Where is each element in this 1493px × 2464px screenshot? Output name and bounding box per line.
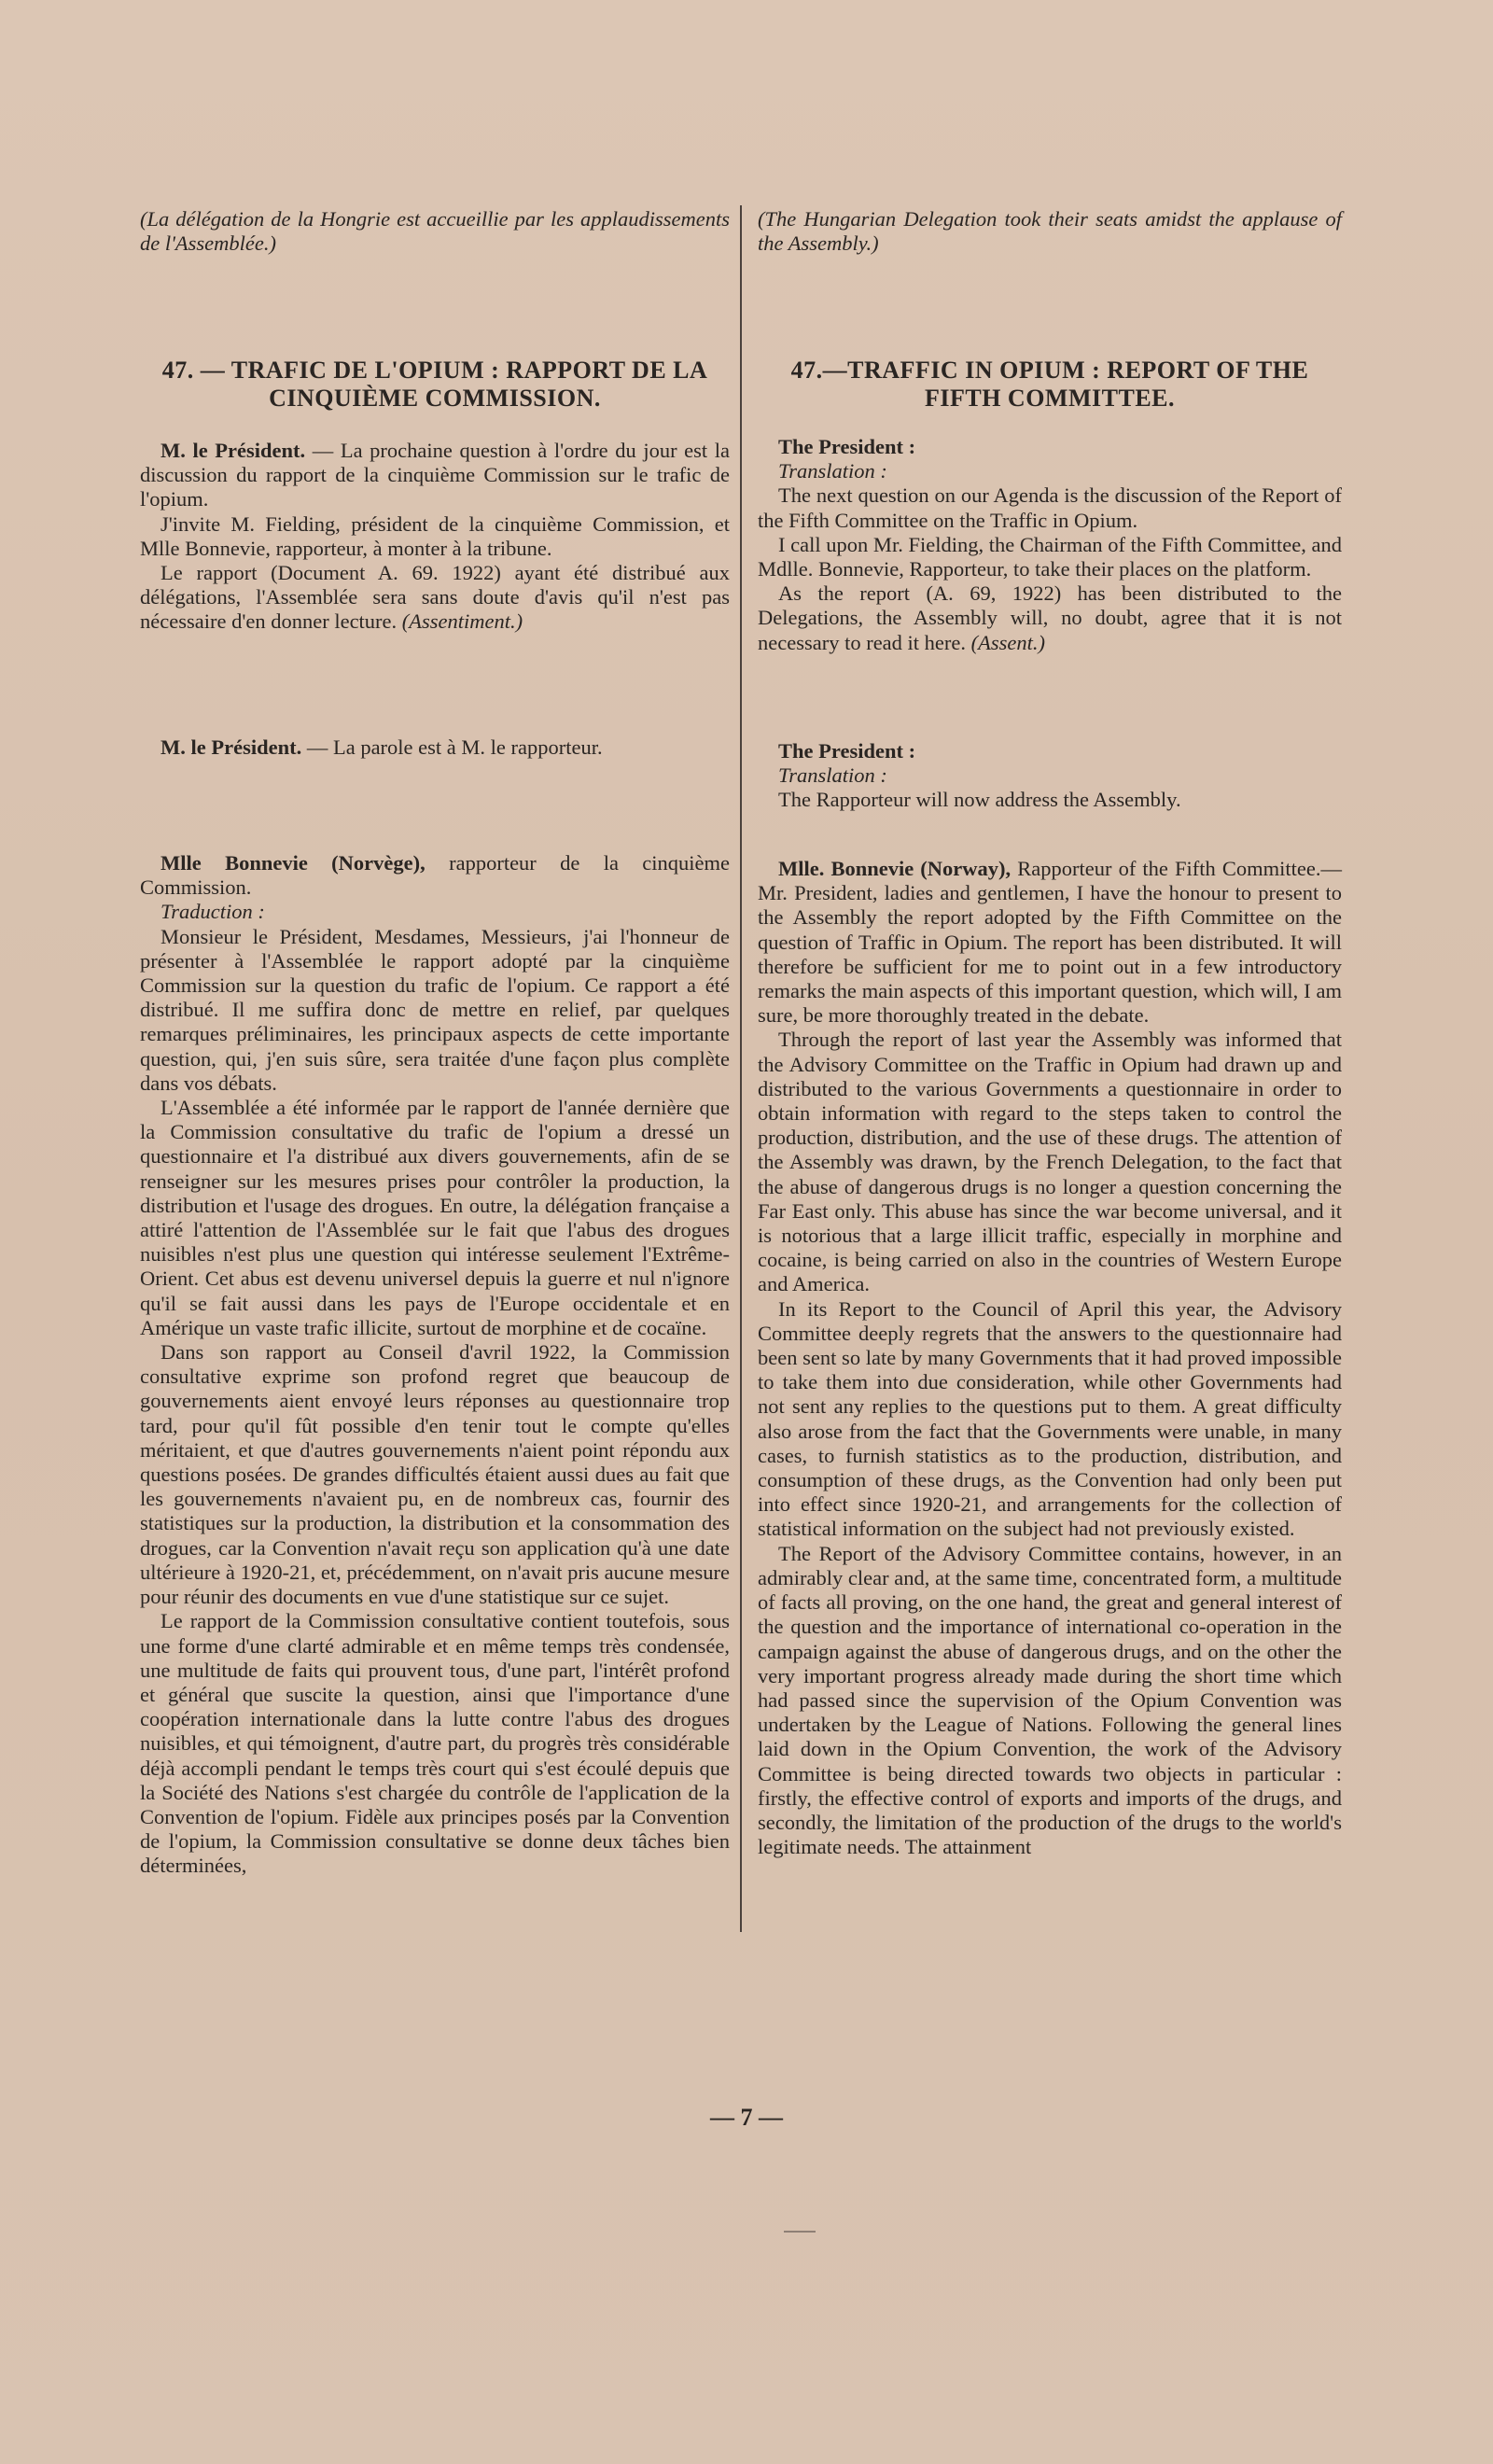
- fr-applause-text: (La délégation de la Hongrie est accueillie par les applaudissements de l'Assemblée.): [140, 207, 730, 256]
- en-assent: (Assent.): [970, 630, 1045, 654]
- fr-heading-text: 47. — TRAFIC DE L'OPIUM : RAPPORT DE LA CINQUIÈME COMMISSION.: [161, 357, 708, 412]
- fr-text: — La parole est à M. le rapporteur.: [301, 735, 603, 759]
- en-text: Rapporteur of the Fifth Committee.—Mr. President, ladies and gentlemen, I have the honour to present to the Assembly the report adopted by the Fifth Committee on the question of Traffic in Opium. The report has been distributed. It will therefore be sufficient for me to point out in a few introductory remarks the main aspects of this important question, which will, I am sure, be more thoroughly treated in the debate.: [758, 857, 1342, 1028]
- page-number: — 7 —: [710, 2104, 783, 2131]
- fr-paragraph: Le rapport de la Commission consultative contient toutefois, sous une forme d'une clarté admirable et en même temps très condensée, une multitude de faits qui prouvent tous, d'une part, l'intérêt profond et général que suscite la question, ainsi que l'importance d'une coopération internationale dans la lutte contre l'abus des drogues nuisibles, et qui témoignent, d'autre part, du progrès très considérable déjà accompli pendant le temps très court qui s'est écoulé depuis que la Société des Nations s'est chargée du contrôle de l'application de la Convention de l'opium. Fidèle aux principes posés par la Convention de l'opium, la Commission consultative se donne deux tâches bien déterminées,: [140, 1609, 730, 1878]
- en-president-2: [758, 739, 1342, 813]
- en-paragraph: Through the report of last year the Assembly was informed that the Advisory Committee on the Traffic in Opium had drawn up and distributed to the various Governments a questionnaire in order to obtain information with regard to the steps taken to control the production, distribution, and the use of these drugs. The attention of the Assembly was drawn, by the French Delegation, to the fact that the abuse of dangerous drugs is no longer a question concerning the Far East only. This abuse has since the war become universal, and it is notorious that a large illicit traffic, especially in morphine and cocaine, is being carried on also in the countries of Western Europe and America.: [758, 1028, 1342, 1296]
- fr-text: — La prochaine question à l'ordre du jour est la discussion du rapport de la cinquième Commission sur le trafic de l'opium.: [140, 439, 730, 511]
- fr-speaker: M. le Président.: [160, 439, 306, 462]
- en-heading-text: 47.—TRAFFIC IN OPIUM : REPORT OF THE FIFTH COMMITTEE.: [790, 357, 1309, 412]
- column-divider: [740, 205, 742, 1932]
- en-applause-text: (The Hungarian Delegation took their seats amidst the applause of the Assembly.): [758, 207, 1342, 256]
- fr-text: Le rapport (Document A. 69. 1922) ayant été distribué aux délégations, l'Assemblée sera sans doute d'avis qu'il n'est pas nécessaire d'en donner lecture.: [140, 561, 730, 634]
- en-rapporteur-speech: [758, 857, 1342, 1859]
- en-paragraph: [758, 581, 1342, 655]
- fr-text: rapporteur de la cinquième Commission.: [140, 851, 731, 900]
- en-paragraph: I call upon Mr. Fielding, the Chairman of the Fifth Committee, and Mdlle. Bonnevie, Rapporteur, to take their places on the platform.: [758, 532, 1342, 581]
- fr-paragraph: Monsieur le Président, Mesdames, Messieurs, j'ai l'honneur de présenter à l'Assemblée le rapport adopté par la cinquième Commission sur la question du trafic de l'opium. Ce rapport a été distribué. Il me suffira donc de mettre en relief, par quelques remarques préliminaires, les principaux aspects de cette importante question, qui, j'en suis sûre, sera traitée d'une façon plus complète dans vos débats.: [140, 924, 730, 1095]
- en-translation-label: Translation :: [778, 763, 887, 788]
- en-translation-label: Translation :: [778, 459, 887, 483]
- en-text: As the report (A. 69, 1922) has been distributed to the Delegations, the Assembly will, no doubt, agree that it is not necessary to read it here.: [758, 581, 1342, 654]
- fr-section-heading: [140, 357, 730, 413]
- fr-paragraph: [140, 735, 730, 760]
- en-paragraph: The Report of the Advisory Committee contains, however, in an admirably clear and, at the same time, concentrated form, a multitude of facts all proving, on the one hand, the great and general interest of the question and the importance of international co-operation in the campaign against the abuse of dangerous drugs, and on the other the very important progress already made during the short time which had passed since the supervision of the Opium Convention was undertaken by the League of Nations. Following the general lines laid down in the Opium Convention, the work of the Advisory Committee is being directed towards two objects in particular : firstly, the effective control of exports and imports of the drugs, and secondly, the limitation of the production of the drugs to the world's legitimate needs. The attainment: [758, 1541, 1342, 1859]
- fr-president-2: [140, 735, 730, 760]
- fr-intro: [140, 439, 730, 635]
- en-intro: [758, 435, 1342, 655]
- fr-paragraph: J'invite M. Fielding, président de la cinquième Commission, et Mlle Bonnevie, rapporteur, à monter à la tribune.: [140, 511, 730, 560]
- en-paragraph: [758, 857, 1342, 1028]
- fr-rapporteur-speech: [140, 851, 730, 1879]
- fr-paragraph: [140, 561, 730, 635]
- fr-assent: (Assentiment.): [401, 609, 523, 634]
- fr-paragraph: Dans son rapport au Conseil d'avril 1922, la Commission consultative exprime son profond regret que beaucoup de gouvernements aient envoyé leurs réponses au questionnaire trop tard, pour qu'il fût possible d'en tenir tout le compte qu'elles méritaient, et que d'autres gouvernements n'aient point répondu aux questions posées. De grandes difficultés étaient aussi dues au fait que les gouvernements n'avaient pu, en de nombreux cas, fournir des statistiques sur la production, la distribution et la consommation des drogues, car la Convention n'avait reçu son application qu'à une date ultérieure à 1920-21, et, précédemment, on n'avait pris aucune mesure pour réunir des documents en vue d'une statistique sur ce sujet.: [140, 1340, 730, 1609]
- fr-president-para: [140, 439, 730, 512]
- en-speaker: Mlle. Bonnevie (Norway),: [778, 857, 1012, 880]
- en-applause: [758, 207, 1342, 256]
- fr-speaker: Mlle Bonnevie (Norvège),: [160, 851, 426, 875]
- decorative-mark: [784, 2231, 816, 2233]
- fr-paragraph: L'Assemblée a été informée par le rapport de l'année dernière que la Commission consultative du trafic de l'opium a dressé un questionnaire et l'a distribué aux divers gouvernements, afin de se renseigner sur les mesures prises pour contrôler la production, la distribution et l'usage des drogues. En outre, la délégation française a attiré l'attention de l'Assemblée sur le fait que l'abus des drogues nuisibles n'est plus une question qui intéresse seulement l'Extrême-Orient. Cet abus est devenu universel depuis la guerre et nul n'ignore qu'il se fait aussi dans les pays de l'Europe occidentale et en Amérique un vaste trafic illicite, surtout de morphine et de cocaïne.: [140, 1096, 730, 1339]
- en-speaker: The President :: [778, 435, 916, 458]
- en-section-heading: [758, 357, 1342, 413]
- fr-translation-label: Traduction :: [160, 900, 265, 924]
- en-paragraph: The Rapporteur will now address the Assembly.: [778, 788, 1181, 812]
- en-paragraph: The next question on our Agenda is the discussion of the Report of the Fifth Committee on the Traffic in Opium.: [758, 483, 1342, 532]
- fr-paragraph: [140, 851, 730, 900]
- en-speaker: The President :: [778, 739, 916, 763]
- en-paragraph: In its Report to the Council of April this year, the Advisory Committee deeply regrets that the answers to the questionnaire had been sent so late by many Governments that it had proved impossible to take them into due consideration, while other Governments had not sent any replies to the questions put to them. A great difficulty also arose from the fact that the Governments were unable, in many cases, to furnish statistics as to the production, distribution, and consumption of these drugs, as the Convention had only been put into effect since 1920-21, and arrangements for the collection of statistical information on the subject had not previously existed.: [758, 1296, 1342, 1541]
- fr-speaker: M. le Président.: [160, 735, 302, 759]
- fr-applause: [140, 207, 730, 256]
